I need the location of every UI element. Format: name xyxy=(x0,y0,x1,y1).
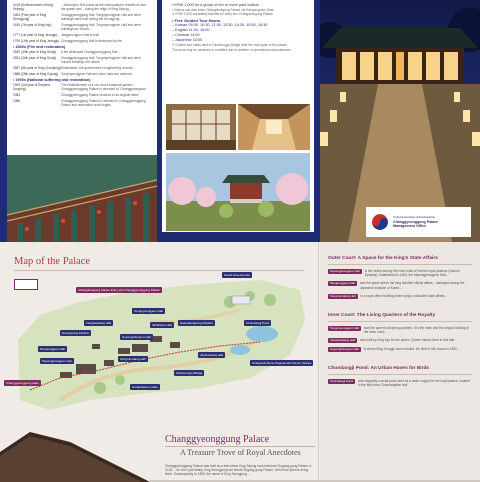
corridor-photo xyxy=(238,104,310,150)
cha-logo-block xyxy=(366,207,471,237)
map-label-15: Jipchundang Hall xyxy=(200,353,224,357)
palace-eaves-photo xyxy=(7,155,157,242)
outer_court-item xyxy=(328,281,472,289)
outer_court-item xyxy=(328,269,472,277)
timeline-date: 1484 (First year of King Seongjong) xyxy=(13,13,47,21)
timeline-date: 1909 (3rd year of Emperor Sunjong) xyxy=(13,83,51,91)
timeline-date: 1857 (8th year of King Cheoljong) xyxy=(13,66,61,70)
admission-note-b: ※ KRW 1,000 separately ticketed for entry into Changdeokgung Palace xyxy=(172,12,273,17)
building-description: is a royal office building where kings conducted state affairs... xyxy=(360,293,448,298)
timeline-date: 1983 xyxy=(13,93,21,97)
timeline-desc: Restoration; the government's engineering records... xyxy=(61,66,136,70)
map-label-11: Honghwamun Gate xyxy=(132,385,158,389)
tour-japanese: – Japanese 10:00 xyxy=(172,38,203,43)
timeline-row xyxy=(13,33,151,37)
logo-line-2: Changgyeonggung Palace xyxy=(393,219,439,224)
palace-map-drawing xyxy=(0,260,320,410)
timeline-date: 1986 xyxy=(13,99,21,103)
feature-body: Changgyeonggung Palace was built as a site where King Sejong had enshrined Sugang-gung Palace in 1418, ...for the royal family. King Seongjong had rebuilt Sugang-gung Palace, with three queens living there. Subsequently in 1483, the name of King Seongjong ... xyxy=(165,464,312,477)
guided-tour-heading: • Free Guided Tour Hours xyxy=(172,18,221,24)
timeline-date: 1888 (25th year of King Gojong) xyxy=(13,72,59,76)
building-description: is the oldest among the main halls of Korean royal palaces (Joseon Dynasty). Established in 1483, the Myeongjeongjeon Hall... xyxy=(364,269,460,278)
timeline-row xyxy=(13,99,151,107)
palace-map xyxy=(0,260,320,410)
timeline-row xyxy=(13,23,151,31)
map-label-14: Octagonal Stone Pagoda with Seven Stories xyxy=(252,361,312,365)
timeline-row xyxy=(13,13,151,21)
map-label-3: Yanghwadang Hall xyxy=(86,321,111,325)
timeline-row xyxy=(13,50,151,54)
map-label-16: Changgyeonggung Gate xyxy=(6,381,39,385)
timeline-row xyxy=(13,3,151,11)
timeline-heading-1900s: • 1900s (National suffering and restoration) xyxy=(13,78,91,82)
hall-interior-photo xyxy=(166,104,236,150)
timeline-row xyxy=(13,72,151,76)
building-tag: Sungmundang Hall xyxy=(330,293,356,298)
timeline-desc: Changgyeonggung Hall, Tongmyeongjeon Hall and other buildings are rebuilt ... xyxy=(61,23,142,31)
timeline-date: 1777 (1st year of King Jeongjo) xyxy=(13,33,58,37)
timeline-heading-1800s: • 1800s (Fire and restoration) xyxy=(13,45,66,49)
map-panel xyxy=(0,242,320,480)
pond-title: Chundangji Pond: An Urban Haven for Birds xyxy=(328,366,472,375)
court-text-panel xyxy=(320,242,480,480)
map-label-2: Tongmyeongjeon Hall xyxy=(134,309,163,313)
map-label-1: Grand Greenhouse xyxy=(224,273,250,277)
feature-subtitle: A Treasure Trove of Royal Anecdotes xyxy=(180,448,301,457)
tour-korean: – Korean 09:30, 10:30, 11:30, 13:30, 14:30, 15:30, 16:30 xyxy=(172,23,268,28)
timeline-desc: Tongmyeongjeon Hall and other halls are restored xyxy=(61,72,132,76)
admission-note-a: • Visitors can also enter Changdeokgung Palace via Hamyangmun Gate xyxy=(172,8,274,12)
building-description: was built by King Injo for the queen. Queen Inseon lived in this hall... xyxy=(359,338,457,343)
map-label-7: Munjeongjeon Hall xyxy=(40,347,65,351)
map-label-0: Changdeokgung Palace Entry and Changgyeonggung Palace xyxy=(78,288,160,292)
corner-roof-illustration xyxy=(0,412,150,482)
map-label-5: Haminjeong Pavilion xyxy=(62,331,90,335)
building-tag: Yanghwadang Hall xyxy=(330,338,355,343)
building-tag: Gyeongchunjeon Hall xyxy=(330,347,359,352)
timeline-date: 1830 (30th year of King Sunjo) xyxy=(13,50,57,54)
timeline-desc: A fire destroyed Changgyeonggung Hall ... xyxy=(61,50,121,54)
map-label-6: Gyeongchunjeon Hall xyxy=(122,335,151,339)
palace-spring-photo xyxy=(166,153,310,231)
timeline-desc: ...Jewoojeon Hall (used as the main palace's residence) and the queen and ...during the reign of King Sejong... xyxy=(61,3,146,11)
map-label-13: Gwandeokjeong Pavilion xyxy=(180,321,214,325)
timeline-date: 1834 (34th year of King Sunjo) xyxy=(13,56,57,60)
admission-fee: • KRW 1,000 for a group of ten or more paid visitors xyxy=(172,3,259,7)
feature-rule xyxy=(165,446,315,447)
building-tag: Myeongjeongjeon Hall xyxy=(330,269,360,273)
map-label-12: Chundangji Pond xyxy=(246,321,270,325)
building-tag: Tongmyeongjeon Hall xyxy=(330,325,359,330)
timeline-row xyxy=(13,39,151,43)
night-palace-photo xyxy=(320,0,480,242)
building-description: was the queen's sleeping quarters. It is the main and the largest building in the inner court... xyxy=(363,325,470,335)
map-label-9: Myeongjeongjeon Hall xyxy=(42,359,72,363)
building-description: was the place where the king handled official affairs... damaged during the Japanese invasion of Korea ... xyxy=(359,281,465,290)
feature-title: Changgyeonggung Palace xyxy=(165,434,270,445)
korea-emblem-icon xyxy=(372,214,388,230)
timeline-desc: Jaegyeongjeon Hall is built xyxy=(61,33,99,37)
timeline-row xyxy=(13,93,151,97)
building-description: is where King Jeongjo once resided. He died in this house in 1800... xyxy=(363,347,460,352)
timeline-date: 1620 (7th year of King Injo) xyxy=(13,23,52,27)
inner-court-title: Inner Court: The Living Quarters of the Royalty xyxy=(328,313,472,322)
map-title: Map of the Palace xyxy=(14,256,91,267)
map-label-8: Sungmundang Hall xyxy=(120,357,146,361)
fold-divider xyxy=(318,242,319,480)
timeline-row xyxy=(13,66,151,70)
timeline-desc: Changgyeonggung Palace is restored to Changgyeonggung Palace and restoration work begins xyxy=(61,99,146,107)
building-tag: Munjeongjeon Hall xyxy=(330,281,355,286)
outer_court-item xyxy=(328,294,472,299)
map-label-10: Okcheongyo Bridge xyxy=(176,371,203,375)
timeline-desc: Changgyeonggung Hall, Tongmyeongjeon Hall and other buildings were built during the Seongjong... xyxy=(61,13,142,21)
timeline-date: 1418 (Enthronement of King Sejong) xyxy=(13,3,53,11)
timeline-row xyxy=(13,56,151,64)
timeline-desc: Changgyeonggung Palace restored to its original name xyxy=(61,93,139,97)
brochure-inner-spread xyxy=(0,242,480,480)
timeline-panel xyxy=(7,0,157,155)
timeline-desc: The establishment of a zoo and a botanical garden; Changgyeonggung Palace is demoted to 'Changgyeongwon' xyxy=(61,83,147,91)
tour-note-d: The tours may be canceled or modified due to weather or operational circumstances. xyxy=(172,47,292,52)
logo-line-3: Management Office xyxy=(393,224,427,229)
inner_court-item xyxy=(328,326,472,334)
tour-english: – English 11:00, 15:00 xyxy=(172,28,210,33)
building-tag: Chundangji Pond xyxy=(330,379,354,384)
timeline-desc: Changgyeonggung Hall, Tongmyeongjeon Hall and other burned buildings are rebuilt xyxy=(61,56,142,64)
map-legend-box xyxy=(14,279,38,290)
map-label-4: Jibokheon Hall xyxy=(152,323,172,327)
inner_court-item xyxy=(328,338,472,343)
tour-chinese: – Chinese 14:00 xyxy=(172,33,200,38)
timeline-row xyxy=(13,83,151,91)
outer-court-title: Outer Court: A Space for the King's State Affairs xyxy=(328,256,472,265)
timeline-desc: Changgyeonggung Hall is destroyed by fire xyxy=(61,39,122,43)
pond-item xyxy=(328,379,472,387)
tour-note-c: ※ Guided tour starts next to Okcheongyo Bridge near the main gate of the palace. xyxy=(172,43,288,48)
building-description: was originally a small pond used as a water supply for the royal palace, located in the field near Chundangdae Hall... xyxy=(358,379,470,388)
logo-line-1: Cultural Heritage Administration xyxy=(393,215,436,220)
timeline-date: 1790 (14th year of King Jeongjo) xyxy=(13,39,60,43)
inner_court-item xyxy=(328,347,472,352)
